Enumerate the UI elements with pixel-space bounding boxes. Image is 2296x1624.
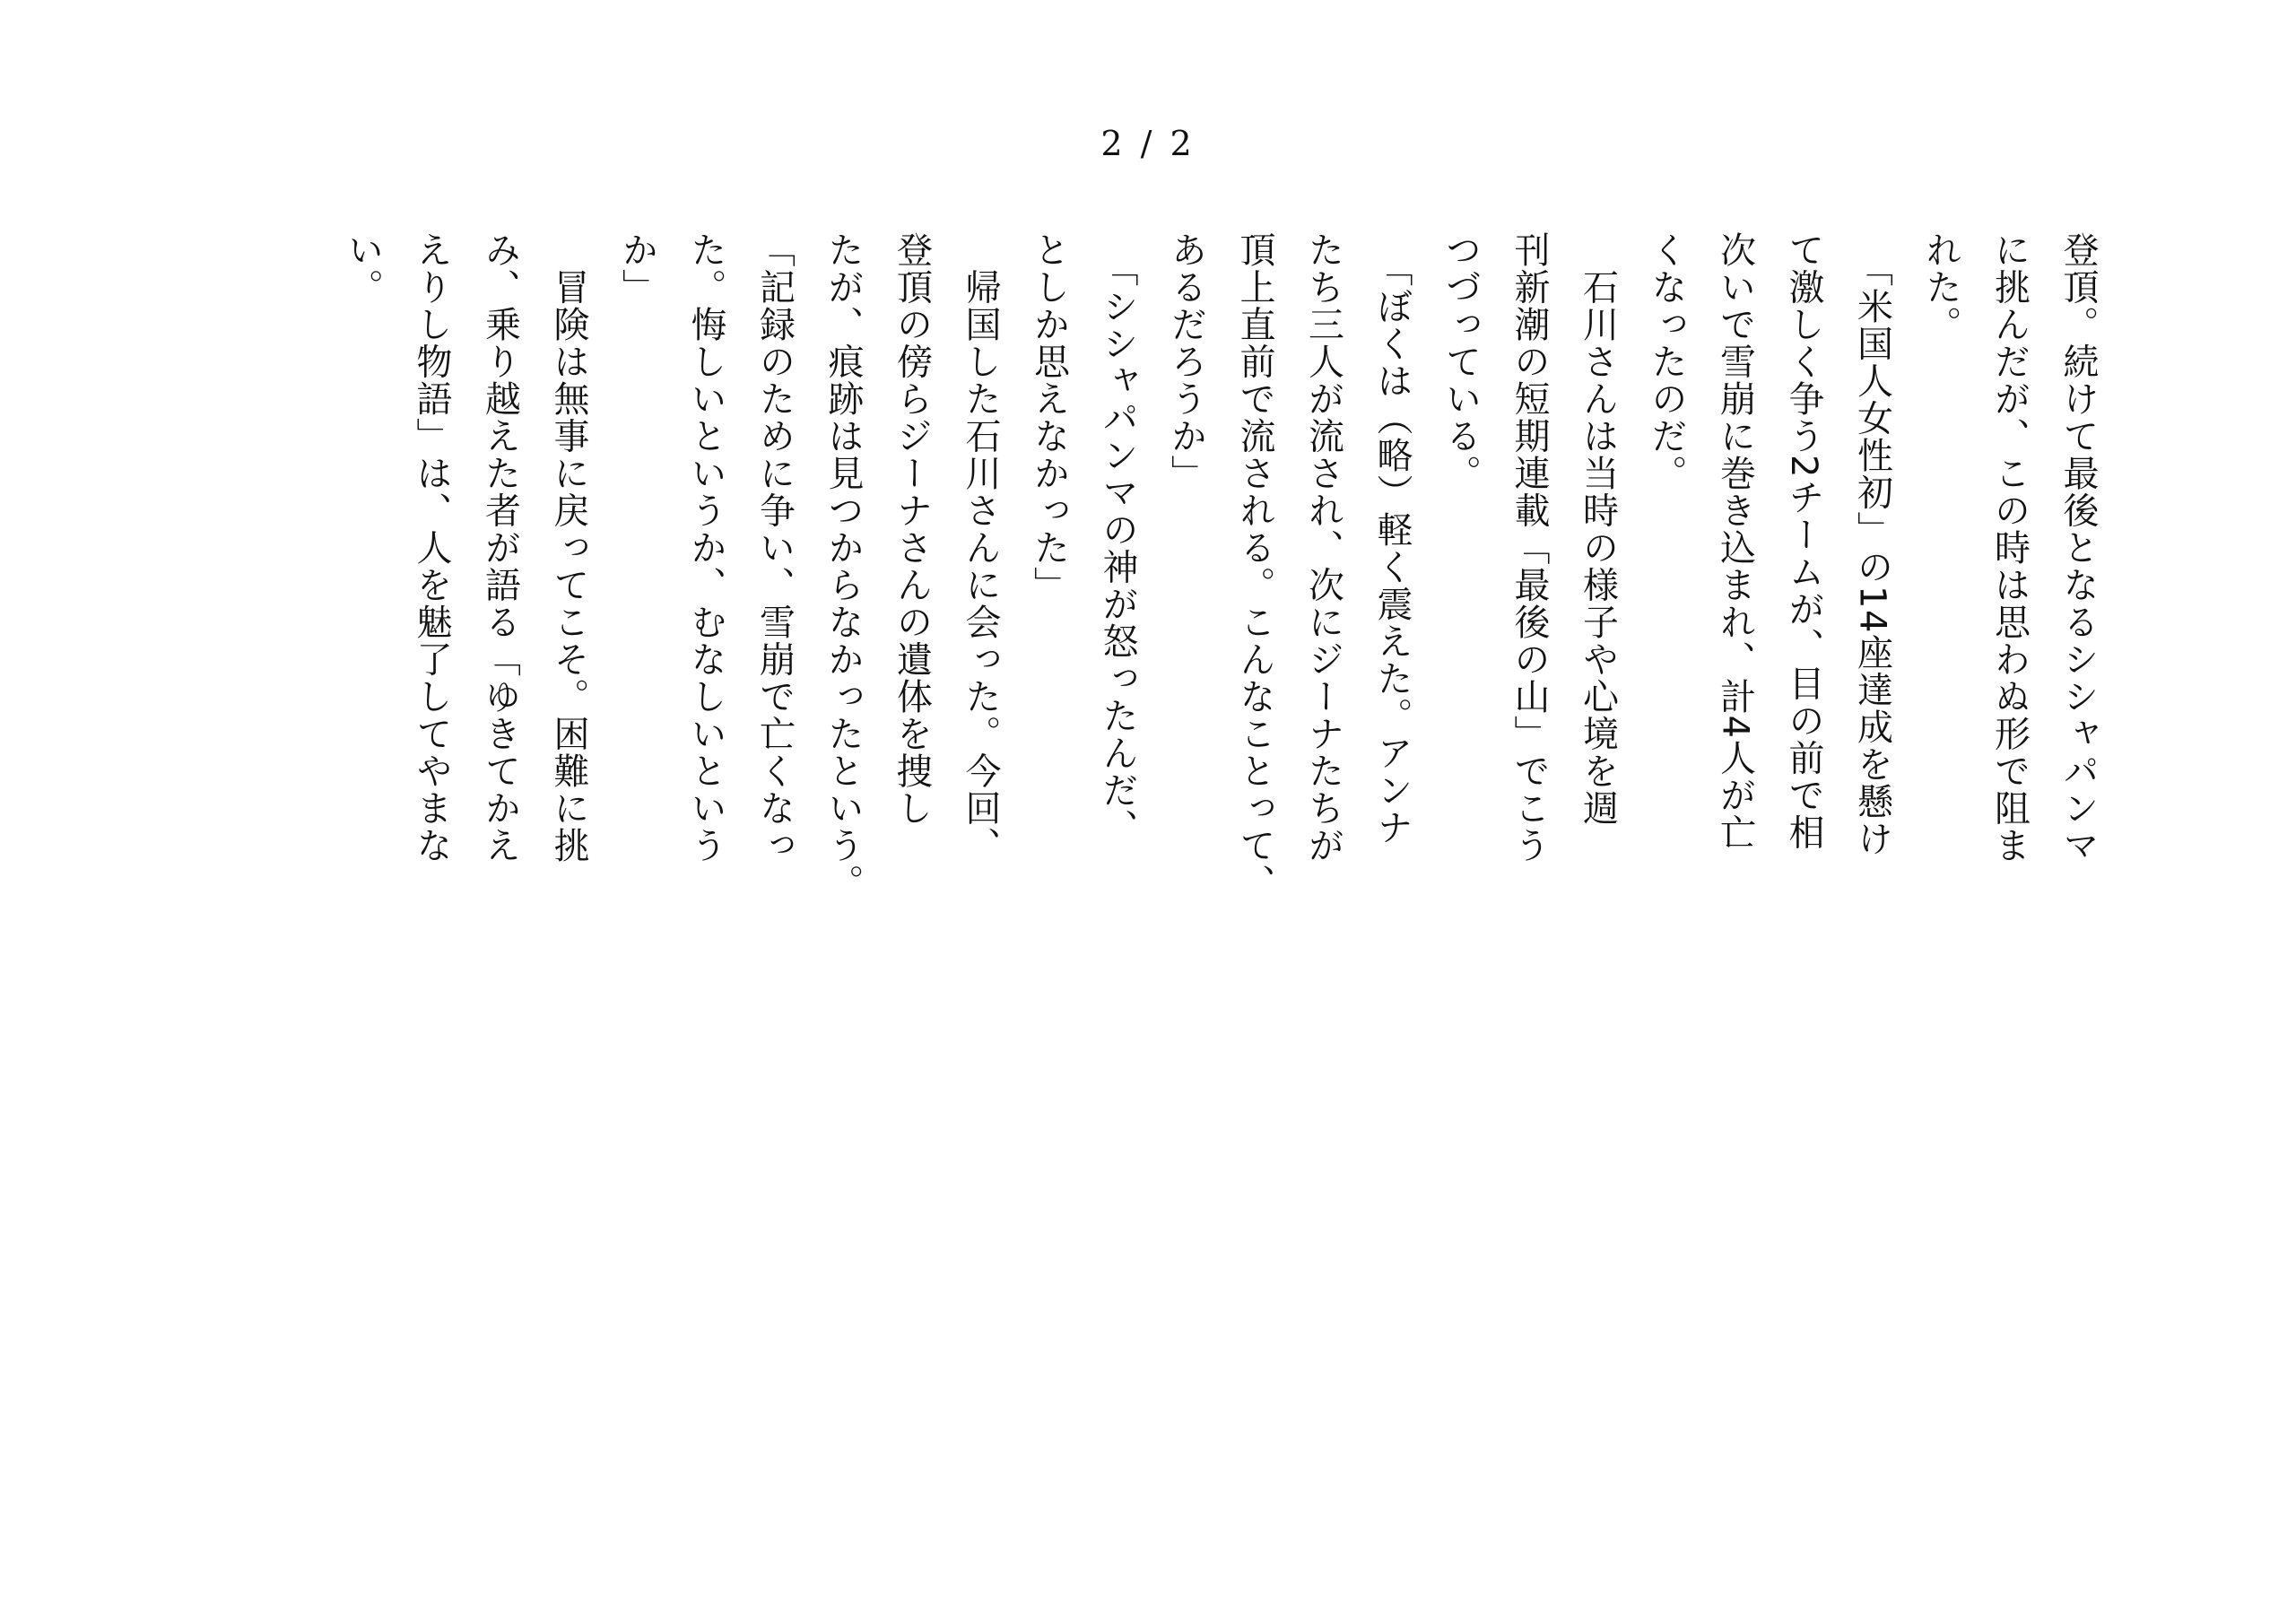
- text-line: 「米国人女性初」の14座達成を懸け: [1851, 231, 1893, 857]
- text-line: くなったのだ。: [1646, 231, 1687, 492]
- text-line: 帰国した石川さんに会った。今回、: [960, 231, 1001, 864]
- text-line: えりし物語」は、人を魅了してやまな: [411, 231, 452, 864]
- text-line: て激しく争う2チームが、目の前で相: [1783, 231, 1824, 851]
- text-line: 頂上直前で流される。こんなことって、: [1234, 231, 1275, 901]
- text-line: 石川さんは当時の様子や心境を週: [1577, 231, 1619, 827]
- text-line: み、乗り越えた者が語る「ゆきてかえ: [479, 231, 521, 864]
- page-number: 2 / 2: [1100, 124, 1196, 163]
- article-body: [139, 231, 2112, 901]
- text-line: 「ぼくは（略）軽く震えた。アンナ: [1371, 231, 1413, 847]
- text-line: としか思えなかった」: [1028, 231, 1070, 604]
- text-line: 登頂の傍らジーナさんの遺体を捜し: [891, 231, 933, 827]
- text-line: あるだろうか」: [1165, 231, 1207, 492]
- text-line: たち三人が流され、次にジーナたちが: [1302, 231, 1344, 864]
- text-line: か」: [616, 231, 658, 306]
- text-line: た。悔しいというか、むなしいという: [685, 231, 726, 864]
- text-line: 「記録のために争い、雪崩で亡くなっ: [753, 231, 796, 864]
- text-line: 登頂。続けて最後となるシシャパンマ: [2057, 231, 2099, 864]
- text-line: 冒険は無事に戻ってこそ。困難に挑: [548, 231, 589, 864]
- text-line: 「シシャパンマの神が怒ったんだ、: [1097, 231, 1138, 847]
- text-line: つづっている。: [1439, 231, 1482, 492]
- text-line: い。: [342, 231, 384, 306]
- text-line: たが、痕跡は見つからなかったという。: [822, 231, 864, 901]
- text-line: に挑んだが、この時は思わぬ形で阻ま: [1988, 231, 2031, 864]
- text-line: れた。: [1920, 231, 1961, 343]
- text-line: 刊新潮の短期連載「最後の山」でこう: [1509, 231, 1550, 864]
- text-line: 次いで雪崩に巻き込まれ、計4人が亡: [1714, 231, 1756, 851]
